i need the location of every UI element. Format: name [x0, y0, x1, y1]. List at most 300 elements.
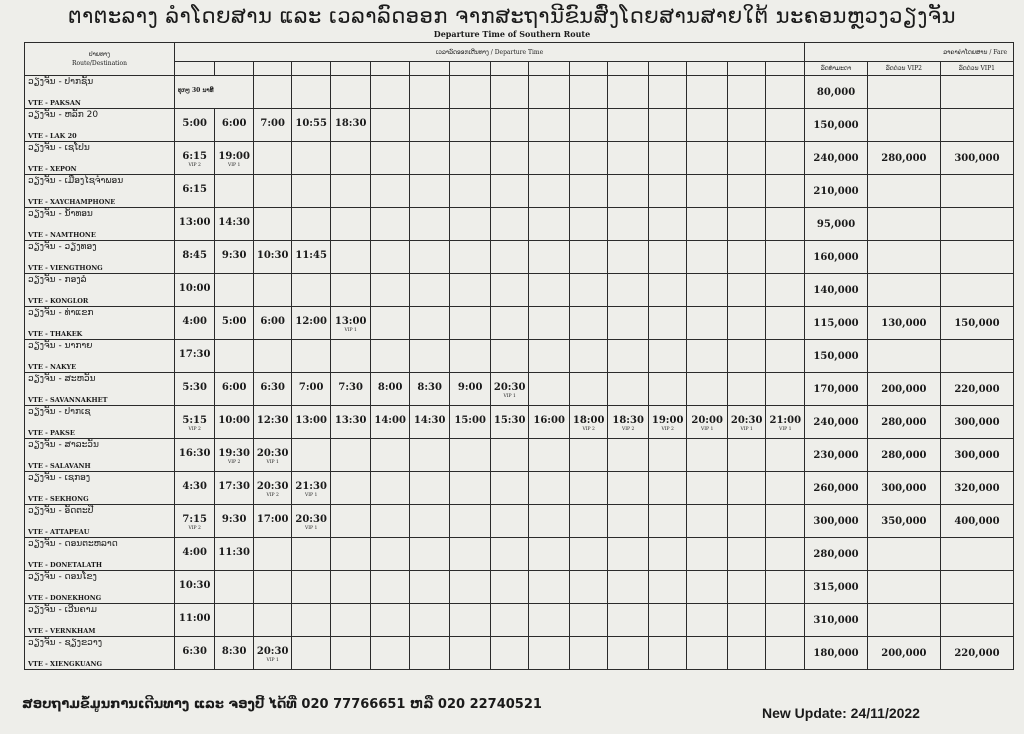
departure-time-cell [687, 373, 728, 406]
frequency-note: ທຸກໆ 30 ນາທີ [177, 87, 214, 94]
departure-time-cell [529, 637, 570, 670]
departure-time-cell [687, 208, 728, 241]
departure-time-cell [409, 307, 450, 340]
departure-time-cell [569, 439, 607, 472]
departure-time-cell [409, 373, 450, 406]
fare-vip2 [867, 340, 940, 373]
departure-time: 6:30 [182, 646, 207, 657]
route-name-en: VTE - SAVANNAKHET [28, 396, 108, 404]
departure-time-cell [292, 406, 330, 439]
departure-time-cell [687, 76, 728, 109]
departure-time: 8:00 [377, 382, 403, 393]
departure-time-cell [450, 175, 491, 208]
route-name-lao: ວຽງຈັນ - ສະຫວັນ [28, 374, 96, 384]
departure-time-cell [569, 637, 607, 670]
departure-time-cell [292, 340, 330, 373]
departure-time-cell [409, 340, 450, 373]
bus-class-label: VIP 1 [304, 526, 318, 531]
departure-time: 4:00 [182, 316, 207, 327]
departure-time: 11:00 [178, 613, 211, 624]
departure-time: 8:45 [182, 250, 207, 261]
departure-time: 14:00 [374, 415, 406, 426]
departure-time-cell [648, 604, 686, 637]
route-name-lao: ວຽງຈັນ - ທ່າແຂກ [28, 308, 94, 318]
departure-time-cell [490, 241, 528, 274]
departure-time-cell [330, 637, 371, 670]
departure-time-cell [687, 637, 728, 670]
departure-time: 9:00 [457, 382, 483, 393]
departure-time-cell [529, 340, 570, 373]
departure-time: 6:00 [221, 382, 247, 393]
route-cell [25, 241, 175, 274]
bus-class-label: VIP 1 [700, 427, 714, 432]
departure-time-cell [687, 241, 728, 274]
fare-regular: 150,000 [805, 109, 868, 142]
departure-time-cell [727, 340, 765, 373]
route-cell [25, 538, 175, 571]
departure-time-cell [253, 208, 291, 241]
fare-regular: 280,000 [805, 538, 868, 571]
departure-time-cell [174, 109, 215, 142]
departure-time-cell [330, 538, 371, 571]
departure-time-cell [569, 76, 607, 109]
departure-time-cell [529, 76, 570, 109]
departure-time-cell [569, 241, 607, 274]
departure-time-cell [490, 571, 528, 604]
bus-class-label: VIP 1 [344, 328, 357, 333]
page-subtitle: Departure Time of Southern Route [433, 29, 591, 39]
route-name-lao: ວຽງຈັນ - ອັດຕະປື [28, 506, 94, 516]
departure-time-cell [569, 109, 607, 142]
fare-vip2: 300,000 [867, 472, 940, 505]
bus-class-label: VIP 1 [503, 394, 516, 399]
departure-time: 13:00 [334, 316, 367, 327]
departure-time-cell [529, 604, 570, 637]
departure-time: 20:30 [256, 481, 289, 492]
departure-time-cell [330, 241, 371, 274]
departure-time-cell [253, 76, 291, 109]
fare-regular: 300,000 [805, 505, 868, 538]
contact-info: ສອບຖາມຂໍ້ມູນການເດີນທາງ ແລະ ຈອງປີ້ ໄດ້ທີ່ 020 77766651 ຫລື 020 22740521 [22, 697, 542, 712]
departure-time-cell [409, 637, 450, 670]
departure-time-cell [292, 637, 330, 670]
departure-time: 5:30 [182, 382, 207, 393]
fare-vip1: 300,000 [940, 406, 1013, 439]
route-name-en: VTE - PAKSAN [28, 99, 81, 107]
departure-time: 10:55 [295, 118, 327, 129]
departure-time: 18:30 [334, 118, 367, 129]
departure-time-cell [490, 175, 528, 208]
departure-time-cell [529, 439, 570, 472]
departure-time-cell [450, 406, 491, 439]
departure-time-cell [569, 472, 607, 505]
departure-time-cell [409, 274, 450, 307]
departure-time-cell [727, 472, 765, 505]
departure-time-cell [529, 373, 570, 406]
departure-time: 6:00 [221, 118, 247, 129]
departure-time-cell [569, 373, 607, 406]
route-name-en: VTE - DONETALATH [28, 561, 103, 569]
fare-vip1 [940, 571, 1013, 604]
table-row [25, 472, 1014, 505]
departure-time-cell [687, 406, 728, 439]
departure-time-cell [409, 538, 450, 571]
departure-time-cell [569, 340, 607, 373]
departure-time: 7:15 [182, 514, 207, 525]
departure-time-cell [766, 637, 805, 670]
bus-class-label: VIP 1 [304, 493, 318, 498]
bus-class-label: VIP 1 [228, 163, 241, 168]
departure-time: 13:00 [295, 415, 327, 426]
departure-time-cell [727, 571, 765, 604]
table-row [25, 406, 1014, 439]
departure-time-cell [330, 406, 371, 439]
departure-time-cell [648, 208, 686, 241]
fare-vip2 [867, 76, 940, 109]
departure-time-cell [174, 241, 215, 274]
departure-time: 10:30 [256, 250, 289, 261]
route-name-lao: ວຽງຈັນ - ນາກາຍ [28, 341, 93, 351]
departure-time: 20:30 [730, 415, 763, 426]
departure-time-cell [608, 373, 649, 406]
departure-time-cell [687, 274, 728, 307]
departure-time-cell [292, 76, 330, 109]
table-row [25, 241, 1014, 274]
fare-vip2 [867, 208, 940, 241]
departure-time-cell [727, 439, 765, 472]
fare-regular: 240,000 [805, 406, 868, 439]
departure-time-cell [330, 472, 371, 505]
departure-time: 20:30 [295, 514, 327, 525]
departure-time-cell [174, 175, 215, 208]
departure-time: 13:00 [178, 217, 211, 228]
fare-vip1: 220,000 [940, 373, 1013, 406]
table-row [25, 307, 1014, 340]
departure-time-cell [292, 307, 330, 340]
fare-vip2: 200,000 [867, 373, 940, 406]
departure-time-cell [215, 340, 253, 373]
departure-time-cell [648, 439, 686, 472]
route-name-en: VTE - THAKEK [28, 330, 83, 338]
departure-header: ເວລາລົດອອກເດີນທາງ / Departure Time [174, 43, 804, 62]
departure-time-cell [330, 373, 371, 406]
departure-time-cell [608, 175, 649, 208]
route-name-en: VTE - NAMTHONE [28, 231, 96, 239]
route-name-lao: ວຽງຈັນ - ຊຽງຂວາງ [28, 638, 103, 648]
departure-time-cell [450, 208, 491, 241]
departure-time-cell [766, 76, 805, 109]
departure-time-cell [330, 505, 371, 538]
departure-time-cell [569, 505, 607, 538]
fare-vip1 [940, 76, 1013, 109]
departure-time: 19:00 [218, 151, 250, 162]
table-row [25, 439, 1014, 472]
departure-time-cell [608, 406, 649, 439]
departure-time-cell [766, 142, 805, 175]
departure-time-cell [766, 604, 805, 637]
departure-time-cell [766, 571, 805, 604]
departure-time-cell [215, 604, 253, 637]
departure-time-cell [490, 637, 528, 670]
departure-time-cell [648, 175, 686, 208]
departure-time: 21:00 [769, 415, 802, 426]
route-name-en: VTE - XIENGKUANG [28, 660, 103, 668]
departure-time-cell [490, 505, 528, 538]
bus-class-label: VIP 2 [228, 460, 241, 465]
departure-time-cell [727, 505, 765, 538]
departure-time-cell [569, 274, 607, 307]
departure-time-cell [450, 340, 491, 373]
departure-time-cell [371, 208, 409, 241]
departure-time-cell [450, 637, 491, 670]
departure-time-cell [490, 538, 528, 571]
bus-class-label: VIP 1 [779, 427, 792, 432]
departure-time: 5:00 [182, 118, 207, 129]
departure-time: 8:30 [417, 382, 442, 393]
departure-time-cell [648, 274, 686, 307]
route-name-en: VTE - DONEKHONG [28, 594, 102, 602]
departure-time-cell [529, 274, 570, 307]
departure-time-cell [215, 175, 253, 208]
route-name-en: VTE - KONGLOR [28, 297, 89, 305]
departure-time-cell [529, 571, 570, 604]
departure-time-cell [292, 373, 330, 406]
fare-vip1 [940, 604, 1013, 637]
departure-time: 17:00 [256, 514, 289, 525]
departure-time-cell [569, 142, 607, 175]
table-row [25, 208, 1014, 241]
route-header-lao: ປາຍທາງ [88, 51, 111, 58]
departure-time: 11:45 [295, 250, 327, 261]
schedule-body [25, 76, 1014, 670]
bus-class-label: VIP 1 [266, 658, 279, 663]
bus-class-label: VIP 2 [188, 526, 201, 531]
departure-time: 19:00 [651, 415, 684, 426]
departure-time-cell [608, 109, 649, 142]
route-cell [25, 274, 175, 307]
route-name-en: VTE - LAK 20 [28, 132, 77, 140]
fare-vip2 [867, 538, 940, 571]
departure-time-cell [371, 76, 409, 109]
departure-time-cell [215, 538, 253, 571]
departure-time-cell [529, 505, 570, 538]
departure-time-cell [253, 307, 291, 340]
table-row [25, 175, 1014, 208]
departure-time-cell [648, 241, 686, 274]
fare-regular: 140,000 [805, 274, 868, 307]
departure-time-cell [529, 109, 570, 142]
departure-time-cell [371, 307, 409, 340]
route-name-en: VTE - NAKYE [28, 363, 77, 371]
departure-time: 20:30 [493, 382, 526, 393]
departure-time-cell [292, 208, 330, 241]
route-name-en: VTE - PAKSE [28, 429, 75, 437]
departure-time: 20:30 [256, 448, 289, 459]
departure-time-cell [292, 571, 330, 604]
fare-vip1: 220,000 [940, 637, 1013, 670]
departure-time-cell [529, 472, 570, 505]
departure-time-cell [569, 406, 607, 439]
departure-time-cell [215, 571, 253, 604]
fare-regular: 230,000 [805, 439, 868, 472]
fare-regular: 240,000 [805, 142, 868, 175]
departure-time-cell [648, 637, 686, 670]
departure-time-cell [766, 505, 805, 538]
fare-vip2 [867, 274, 940, 307]
departure-time: 10:30 [178, 580, 211, 591]
route-cell [25, 76, 175, 109]
fare-vip1 [940, 274, 1013, 307]
fare-vip2: 280,000 [867, 439, 940, 472]
route-name-lao: ວຽງຈັນ - ປາກເຊ [28, 407, 91, 417]
departure-time-cell [292, 604, 330, 637]
departure-time-cell [450, 472, 491, 505]
departure-time-cell [648, 142, 686, 175]
departure-time-cell [174, 406, 215, 439]
departure-time-cell [608, 472, 649, 505]
departure-time-cell [292, 439, 330, 472]
departure-time-cell [174, 373, 215, 406]
departure-time-cell [371, 439, 409, 472]
fare-regular: 170,000 [805, 373, 868, 406]
fare-vip1 [940, 538, 1013, 571]
departure-time-cell [174, 439, 215, 472]
departure-time: 12:00 [295, 316, 327, 327]
departure-time-cell [253, 472, 291, 505]
fare-vip1 [940, 241, 1013, 274]
departure-time-cell [450, 109, 491, 142]
route-name-lao: ວຽງຈັນ - ສາລະວັນ [28, 440, 99, 450]
departure-time-cell [608, 76, 649, 109]
route-name-lao: ວຽງຈັນ - ເວີນຄາມ [28, 605, 97, 615]
departure-time: 9:30 [221, 250, 247, 261]
departure-time-cell [648, 538, 686, 571]
departure-time: 16:30 [178, 448, 211, 459]
fare-vip2 [867, 604, 940, 637]
route-cell [25, 175, 175, 208]
departure-time-cell [766, 208, 805, 241]
bus-class-label: VIP 2 [188, 163, 201, 168]
route-cell [25, 439, 175, 472]
departure-time-cell [215, 637, 253, 670]
fare-vip2 [867, 175, 940, 208]
departure-time: 15:30 [493, 415, 526, 426]
departure-time-cell [648, 340, 686, 373]
departure-time-cell [215, 406, 253, 439]
departure-time-cell [687, 538, 728, 571]
departure-time-cell [371, 637, 409, 670]
departure-time-cell [727, 109, 765, 142]
route-name-en: VTE - SEKHONG [28, 495, 89, 503]
departure-time-cell [174, 142, 215, 175]
departure-time-cell [215, 109, 253, 142]
departure-time-cell [371, 472, 409, 505]
update-date: New Update: 24/11/2022 [762, 705, 920, 721]
departure-time-cell [409, 208, 450, 241]
fare-regular: 150,000 [805, 340, 868, 373]
departure-time-cell [371, 340, 409, 373]
departure-time-cell [330, 439, 371, 472]
departure-time: 6:15 [182, 151, 207, 162]
departure-time-cell [490, 76, 528, 109]
fare-vip1 [940, 340, 1013, 373]
departure-time-cell [215, 472, 253, 505]
fare-col-vip1: ລົດດ່ວນ VIP1 [940, 62, 1013, 76]
table-row [25, 571, 1014, 604]
departure-time-cell [292, 472, 330, 505]
departure-time-cell [253, 373, 291, 406]
route-name-lao: ວຽງຈັນ - ວຽງທອງ [28, 242, 97, 252]
departure-time: 16:00 [533, 415, 565, 426]
departure-time-cell [253, 175, 291, 208]
departure-time-cell [687, 340, 728, 373]
departure-time-cell [330, 76, 371, 109]
departure-time-cell [727, 175, 765, 208]
departure-time: 7:00 [260, 118, 285, 129]
fare-regular: 180,000 [805, 637, 868, 670]
table-row [25, 538, 1014, 571]
bus-class-label: VIP 2 [582, 427, 595, 432]
departure-time-cell [450, 571, 491, 604]
departure-time-cell [330, 175, 371, 208]
route-name-lao: ວຽງຈັນ - ປາກຊັນ [28, 77, 94, 87]
departure-time-cell [409, 76, 450, 109]
table-row [25, 142, 1014, 175]
departure-time-cell [215, 373, 253, 406]
departure-time-cell [174, 307, 215, 340]
route-name-lao: ວຽງຈັນ - ເຊໂປນ [28, 143, 90, 153]
route-cell [25, 109, 175, 142]
departure-time-cell [450, 439, 491, 472]
departure-time-cell [608, 538, 649, 571]
departure-time-cell [727, 538, 765, 571]
fare-vip2: 350,000 [867, 505, 940, 538]
departure-time: 4:30 [182, 481, 207, 492]
route-name-lao: ວຽງຈັນ - ເມືອງໄຊຈໍາພອນ [28, 176, 124, 186]
departure-time-cell [727, 76, 765, 109]
departure-time-cell [292, 538, 330, 571]
departure-time-cell [687, 505, 728, 538]
table-row [25, 340, 1014, 373]
departure-time-cell [330, 142, 371, 175]
departure-time: 8:30 [221, 646, 247, 657]
departure-time-cell [727, 241, 765, 274]
departure-time-cell [409, 175, 450, 208]
departure-time-cell [371, 373, 409, 406]
departure-time-cell [727, 373, 765, 406]
departure-time-cell [727, 307, 765, 340]
fare-regular: 160,000 [805, 241, 868, 274]
departure-time-cell [727, 142, 765, 175]
departure-time-cell [409, 241, 450, 274]
departure-time-cell [608, 307, 649, 340]
table-row [25, 76, 1014, 109]
departure-time-cell [450, 373, 491, 406]
departure-time-cell [766, 472, 805, 505]
departure-time-cell [490, 373, 528, 406]
route-cell [25, 340, 175, 373]
departure-time-cell [371, 109, 409, 142]
departure-time-cell [727, 604, 765, 637]
departure-time-cell [766, 307, 805, 340]
departure-time-cell [253, 637, 291, 670]
route-name-lao: ວຽງຈັນ - ດອນຕະຫລາດ [28, 539, 118, 549]
departure-time-cell [292, 142, 330, 175]
departure-time-cell [371, 175, 409, 208]
departure-time-cell [569, 538, 607, 571]
table-row [25, 505, 1014, 538]
route-header-en: Route/Destination [71, 60, 127, 67]
